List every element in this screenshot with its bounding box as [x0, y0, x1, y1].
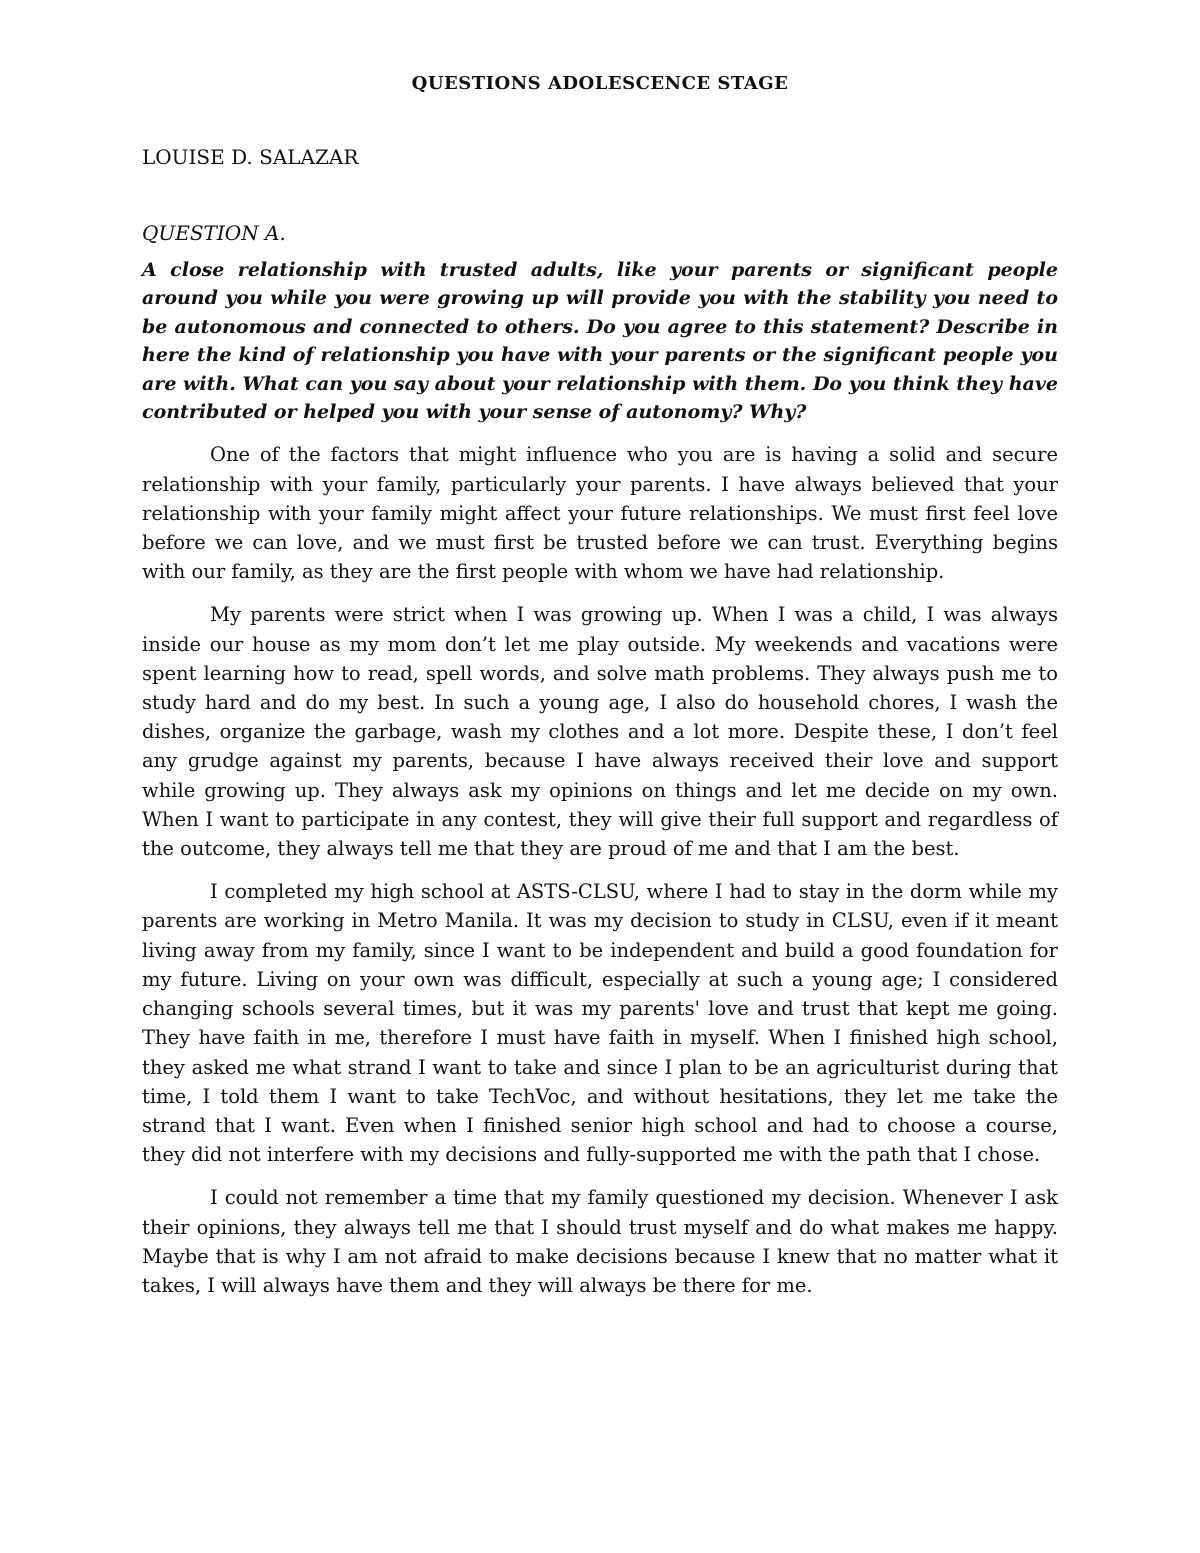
- answer-paragraph-2: My parents were strict when I was growing up. When I was a child, I was always inside our house as my mom don’t let me play outside. My weekends and vacations were spent learning how to read, spell words, and solve math problems. They always push me to study hard and do my best. In such a young age, I also do household chores, I wash the dishes, organize the garbage, wash my clothes and a lot more. Despite these, I don’t feel any grudge against my parents, because I have always received their love and support while growing up. They always ask my opinions on things and let me decide on my own. When I want to participate in any contest, they will give their full support and regardless of the outcome, they always tell me that they are proud of me and that I am the best.: [142, 603, 1058, 861]
- document-title: QUESTIONS ADOLESCENCE STAGE: [411, 73, 789, 94]
- answer-paragraph-1: One of the factors that might influence who you are is having a solid and secure relationship with your family, particularly your parents. I have always believed that your relationship with your family might affect your future relationships. We must first feel love before we can love, and we must first be trusted before we can trust. Everything begins with our family, as they are the first people with whom we have had relationship.: [142, 443, 1058, 584]
- question-text: A close relationship with trusted adults, like your parents or significant people around you while you were growing up will provide you with the stability you need to be autonomous and connected to others. Do you agree to this statement? Describe in here the kind of relationship you have with your parents or the significant people you are with. What can you say about your relationship with them. Do you think they have contributed or helped you with your sense of autonomy? Why?: [142, 259, 1058, 424]
- question-label: QUESTION A.: [142, 221, 286, 245]
- answer-paragraph-4: I could not remember a time that my family questioned my decision. Whenever I ask their opinions, they always tell me that I should trust myself and do what makes me happy. Maybe that is why I am not afraid to make decisions because I knew that no matter what it takes, I will always have them and they will always be there for me.: [142, 1186, 1058, 1297]
- author-name: LOUISE D. SALAZAR: [142, 145, 359, 169]
- answer-paragraph-3: I completed my high school at ASTS-CLSU, where I had to stay in the dorm while my parents are working in Metro Manila. It was my decision to study in CLSU, even if it meant living away from my family, since I want to be independent and build a good foundation for my future. Living on your own was difficult, especially at such a young age; I considered changing schools several times, but it was my parents' love and trust that kept me going. They have faith in me, therefore I must have faith in myself. When I finished high school, they asked me what strand I want to take and since I plan to be an agriculturist during that time, I told them I want to take TechVoc, and without hesitations, they let me take the strand that I want. Even when I finished senior high school and had to choose a course, they did not interfere with my decisions and fully-supported me with the path that I chose.: [142, 880, 1058, 1167]
- document-body: [142, 70, 1058, 1300]
